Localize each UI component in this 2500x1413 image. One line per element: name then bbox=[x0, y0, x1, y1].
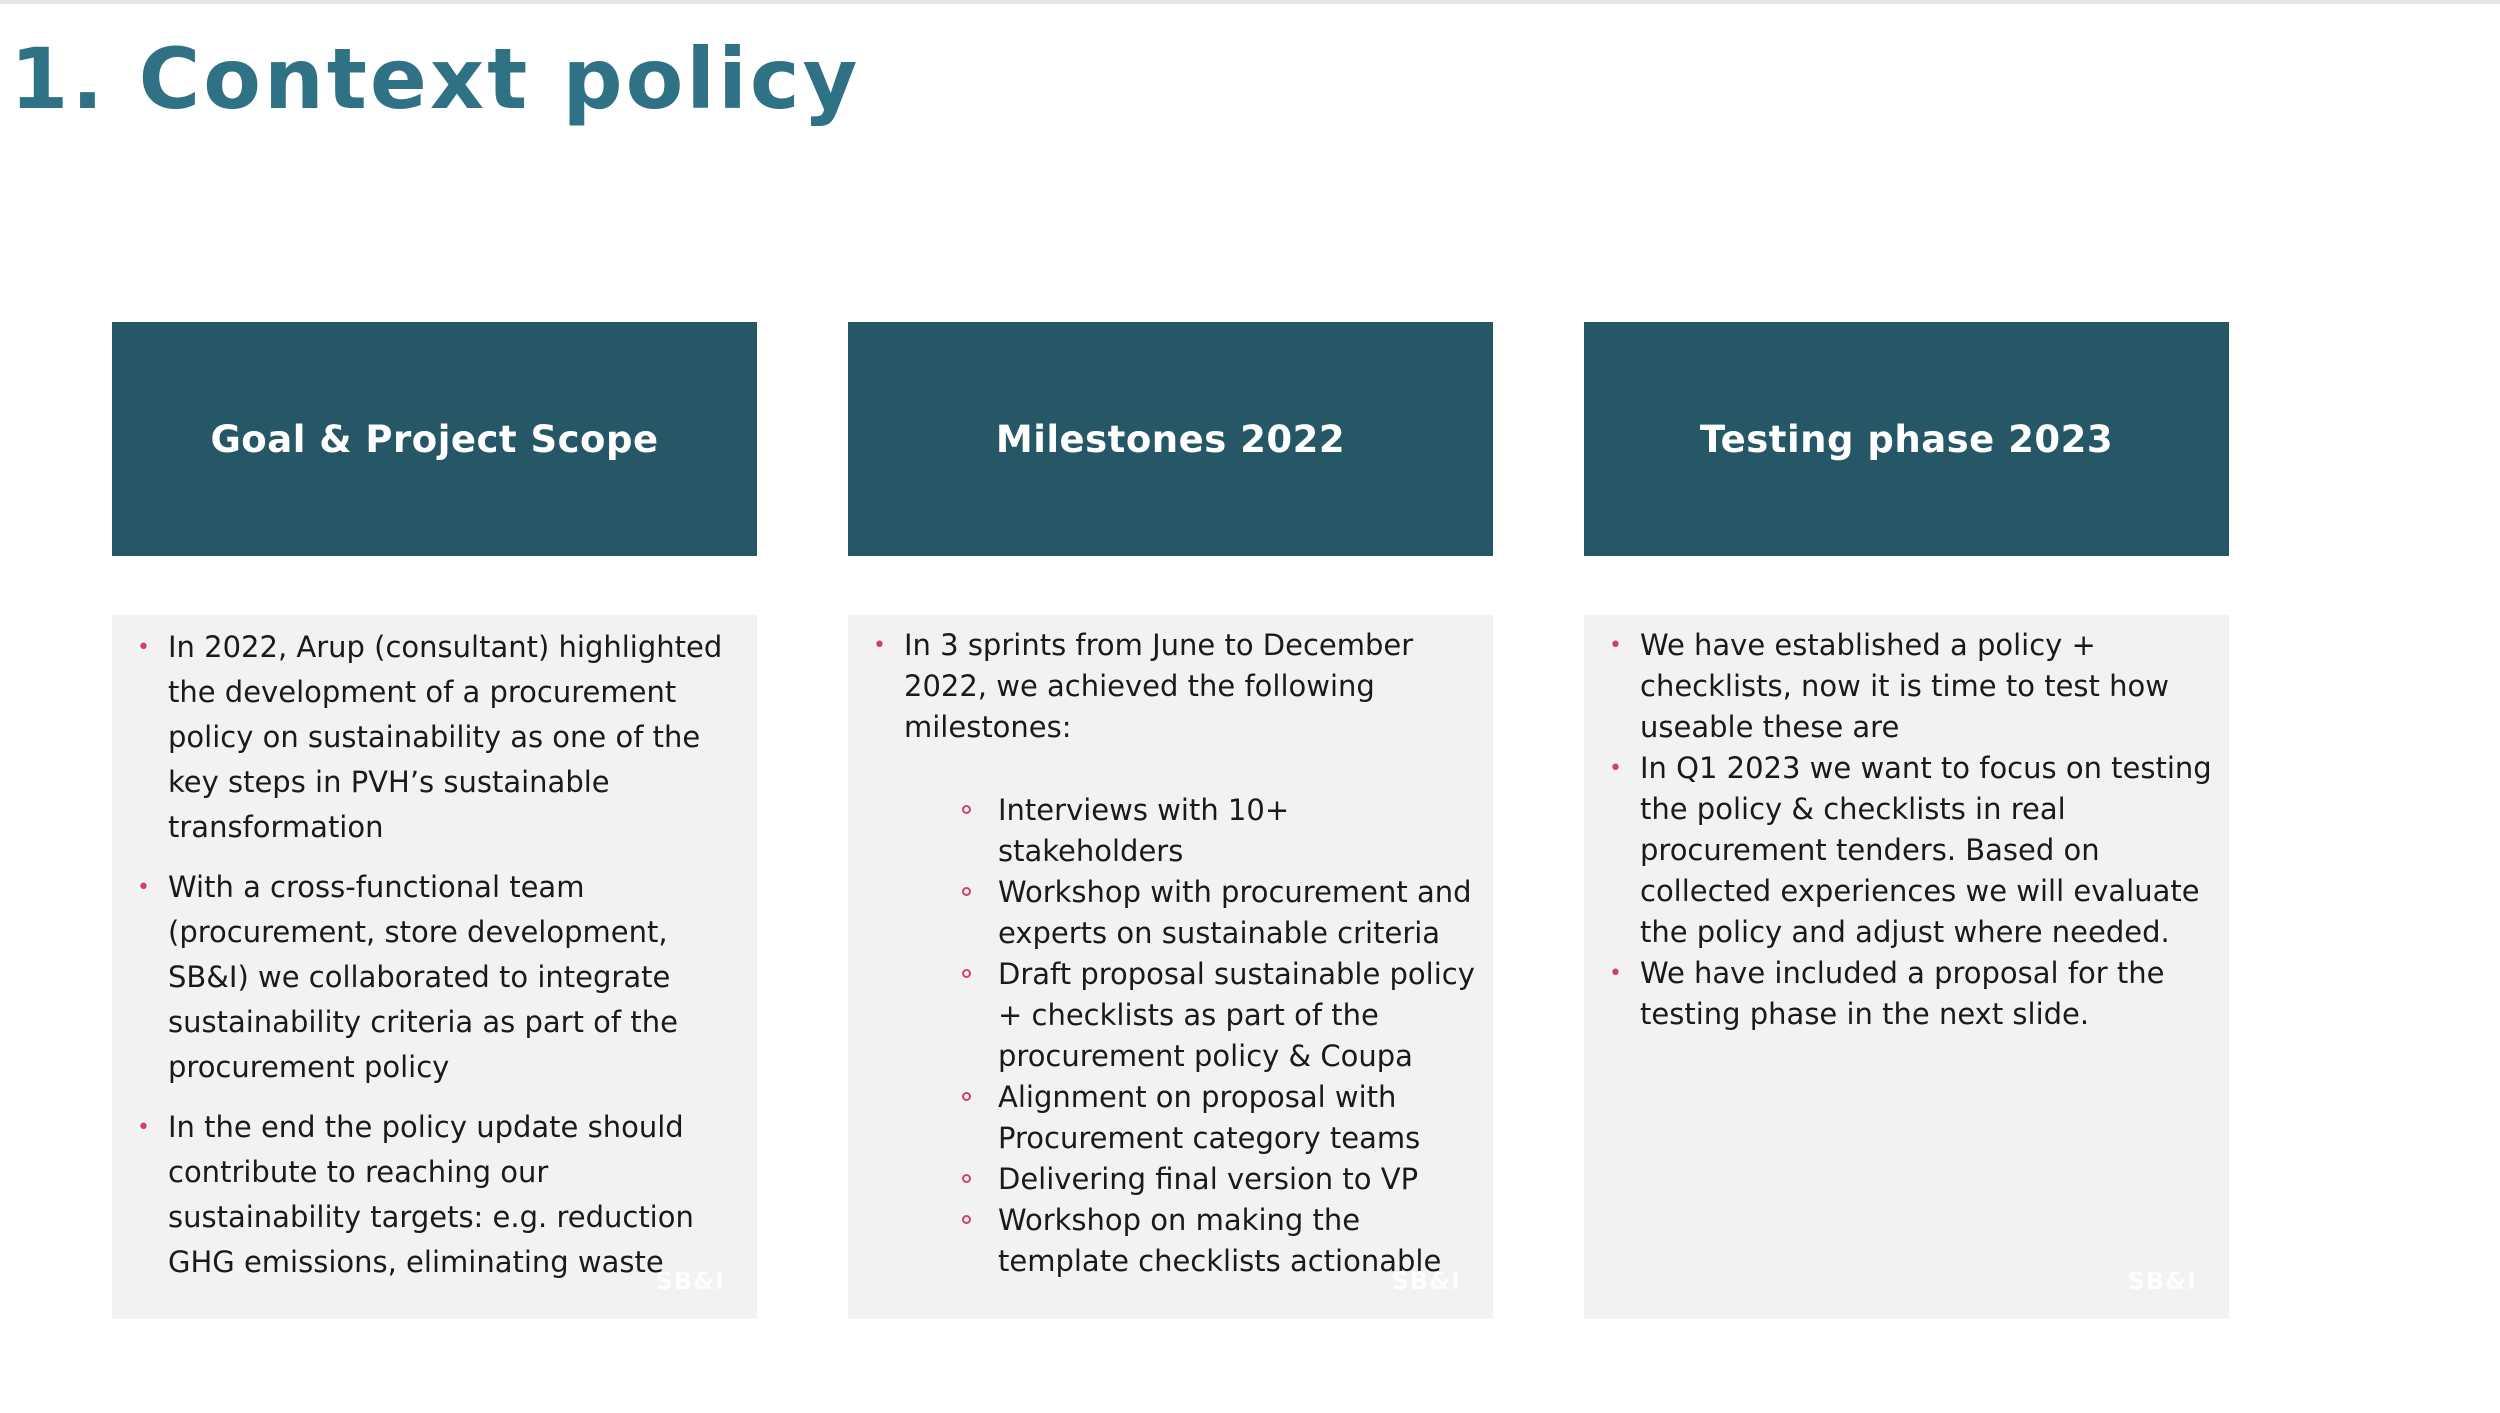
hollow-circle-bullet-icon bbox=[962, 1174, 971, 1183]
bullet-icon: • bbox=[873, 633, 886, 658]
bullet-text: We have established a policy + checklists, now it is time to test how useable these are bbox=[1640, 628, 2169, 744]
milestone-list bbox=[904, 790, 1481, 1282]
bullet-icon: • bbox=[1609, 633, 1622, 658]
bullet-icon: • bbox=[137, 1115, 150, 1140]
column-body-milestones bbox=[848, 615, 1493, 1319]
bullet-list bbox=[137, 625, 737, 1285]
milestone-text: Workshop with procurement and experts on sustainable criteria bbox=[998, 875, 1472, 950]
sbi-watermark-logo: SB&I bbox=[1391, 1267, 1461, 1295]
bullet-item bbox=[873, 625, 1481, 748]
column-header-milestones bbox=[848, 322, 1493, 556]
milestone-text: Interviews with 10+ stakeholders bbox=[998, 793, 1290, 868]
bullet-item bbox=[137, 865, 737, 1090]
bullet-icon: • bbox=[1609, 961, 1622, 986]
bullet-list bbox=[1609, 625, 2217, 1035]
hollow-circle-bullet-icon bbox=[962, 969, 971, 978]
milestone-item bbox=[998, 954, 1481, 1077]
milestone-text: Workshop on making the template checklists actionable bbox=[998, 1203, 1442, 1278]
column-body-testing-phase bbox=[1584, 615, 2229, 1319]
bullet-list bbox=[873, 625, 1481, 748]
bullet-text: With a cross-functional team (procurement, store development, SB&I) we collaborated to integrate sustainability criteria as part of the procurement policy bbox=[168, 870, 678, 1084]
bullet-item bbox=[1609, 953, 2217, 1035]
milestone-text: Alignment on proposal with Procurement category teams bbox=[998, 1080, 1421, 1155]
milestone-text: Draft proposal sustainable policy + checklists as part of the procurement policy & Coupa bbox=[998, 957, 1475, 1073]
hollow-circle-bullet-icon bbox=[962, 1215, 971, 1224]
bullet-icon: • bbox=[1609, 756, 1622, 781]
milestone-item bbox=[998, 1077, 1481, 1159]
column-header-testing-phase bbox=[1584, 322, 2229, 556]
bullet-icon: • bbox=[137, 635, 150, 660]
top-divider bbox=[0, 0, 2500, 4]
hollow-circle-bullet-icon bbox=[962, 1092, 971, 1101]
hollow-circle-bullet-icon bbox=[962, 805, 971, 814]
bullet-item bbox=[1609, 748, 2217, 953]
bullet-item bbox=[137, 1105, 737, 1285]
milestone-item bbox=[998, 872, 1481, 954]
bullet-text: We have included a proposal for the testing phase in the next slide. bbox=[1640, 956, 2165, 1031]
bullet-icon: • bbox=[137, 875, 150, 900]
column-header-label: Testing phase 2023 bbox=[1699, 417, 2114, 461]
milestone-text: Delivering final version to VP bbox=[998, 1162, 1419, 1196]
bullet-text: In the end the policy update should contribute to reaching our sustainability targets: e.g. reduction GHG emissions, eliminating waste bbox=[168, 1110, 694, 1279]
milestone-item bbox=[998, 1159, 1481, 1200]
page-title: 1. Context policy bbox=[10, 30, 861, 128]
bullet-text: In 2022, Arup (consultant) highlighted the development of a procurement policy on sustainability as one of the key steps in PVH’s sustainable transformation bbox=[168, 630, 723, 844]
column-header-label: Milestones 2022 bbox=[995, 417, 1346, 461]
bullet-text: In Q1 2023 we want to focus on testing the policy & checklists in real procurement tenders. Based on collected experiences we will evaluate the policy and adjust where needed. bbox=[1640, 751, 2212, 949]
hollow-circle-bullet-icon bbox=[962, 887, 971, 896]
sbi-watermark-logo: SB&I bbox=[655, 1267, 725, 1295]
bullet-item bbox=[137, 625, 737, 850]
sbi-watermark-logo: SB&I bbox=[2127, 1267, 2197, 1295]
column-header-label: Goal & Project Scope bbox=[210, 417, 659, 461]
bullet-item bbox=[1609, 625, 2217, 748]
milestone-item bbox=[998, 790, 1481, 872]
column-body-goal-scope bbox=[112, 615, 757, 1319]
bullet-text: In 3 sprints from June to December 2022, we achieved the following milestones: bbox=[904, 628, 1414, 744]
column-header-goal-scope bbox=[112, 322, 757, 556]
